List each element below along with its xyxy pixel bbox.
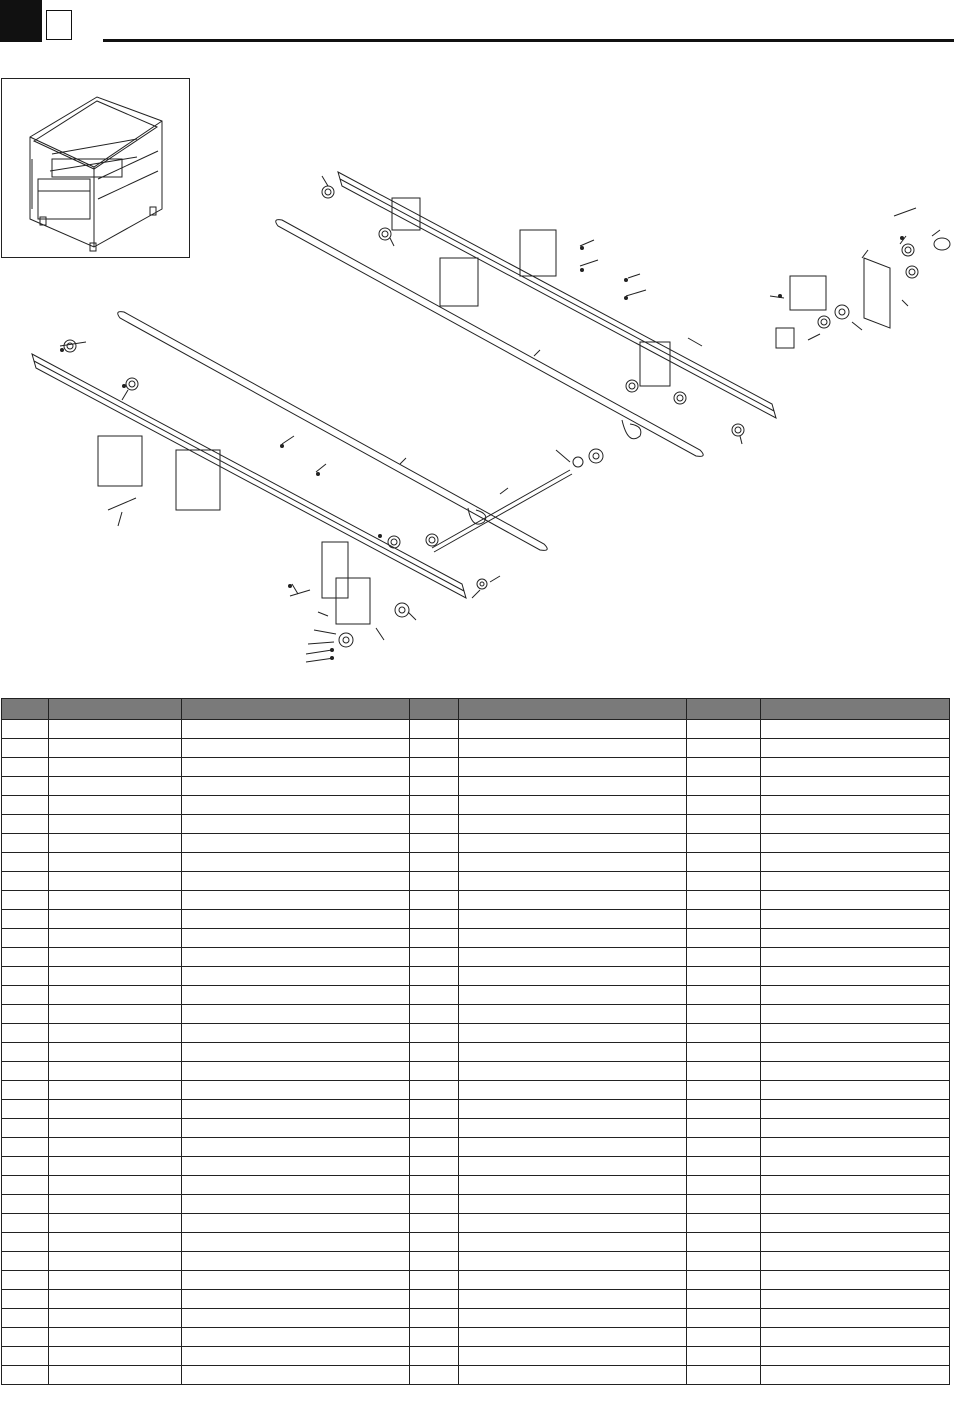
table-cell: [182, 948, 410, 967]
table-cell: [2, 1138, 49, 1157]
table-cell: [459, 1138, 687, 1157]
table-cell: [182, 1043, 410, 1062]
table-cell: [2, 986, 49, 1005]
table-cell: [49, 739, 182, 758]
table-cell: [49, 1347, 182, 1366]
table-cell: [761, 853, 950, 872]
table-cell: [761, 758, 950, 777]
table-cell: [2, 1366, 49, 1385]
table-row: [2, 1366, 950, 1385]
table-cell: [410, 1347, 459, 1366]
table-cell: [459, 1062, 687, 1081]
table-cell: [182, 1214, 410, 1233]
header-rule: [103, 39, 954, 42]
table-cell: [49, 1119, 182, 1138]
table-cell: [2, 1195, 49, 1214]
table-cell: [761, 1252, 950, 1271]
table-cell: [49, 891, 182, 910]
table-cell: [2, 815, 49, 834]
table-cell: [687, 1043, 761, 1062]
table-cell: [49, 1024, 182, 1043]
table-cell: [761, 1233, 950, 1252]
table-cell: [459, 1366, 687, 1385]
table-cell: [410, 720, 459, 739]
table-row: [2, 1119, 950, 1138]
table-cell: [49, 853, 182, 872]
table-cell: [761, 1214, 950, 1233]
table-cell: [410, 1119, 459, 1138]
table-cell: [49, 1252, 182, 1271]
table-cell: [49, 777, 182, 796]
table-cell: [459, 948, 687, 967]
table-cell: [761, 1081, 950, 1100]
table-cell: [49, 720, 182, 739]
table-row: [2, 948, 950, 967]
table-cell: [410, 739, 459, 758]
table-cell: [2, 777, 49, 796]
table-row: [2, 929, 950, 948]
table-cell: [687, 1157, 761, 1176]
table-cell: [410, 1290, 459, 1309]
table-cell: [49, 986, 182, 1005]
table-cell: [49, 834, 182, 853]
table-cell: [459, 872, 687, 891]
table-row: [2, 1005, 950, 1024]
table-cell: [49, 815, 182, 834]
table-cell: [182, 1309, 410, 1328]
table-cell: [761, 1328, 950, 1347]
table-cell: [182, 1195, 410, 1214]
table-cell: [761, 815, 950, 834]
table-cell: [49, 1081, 182, 1100]
table-cell: [49, 1138, 182, 1157]
table-cell: [49, 1214, 182, 1233]
table-cell: [687, 1309, 761, 1328]
table-cell: [459, 796, 687, 815]
table-cell: [182, 777, 410, 796]
table-cell: [410, 853, 459, 872]
table-cell: [761, 1195, 950, 1214]
table-cell: [687, 777, 761, 796]
table-cell: [49, 1176, 182, 1195]
table-row: [2, 1062, 950, 1081]
table-cell: [687, 910, 761, 929]
table-cell: [2, 720, 49, 739]
table-cell: [2, 1081, 49, 1100]
table-cell: [410, 1252, 459, 1271]
table-row: [2, 739, 950, 758]
table-cell: [761, 1100, 950, 1119]
table-cell: [182, 1347, 410, 1366]
table-cell: [459, 1176, 687, 1195]
table-cell: [410, 1081, 459, 1100]
table-cell: [2, 948, 49, 967]
table-row: [2, 1271, 950, 1290]
table-cell: [761, 1043, 950, 1062]
table-cell: [410, 929, 459, 948]
table-cell: [687, 1233, 761, 1252]
table-cell: [459, 1309, 687, 1328]
table-cell: [410, 1195, 459, 1214]
table-cell: [182, 1062, 410, 1081]
table-row: [2, 834, 950, 853]
exploded-parts-diagram-icon: [0, 150, 954, 670]
table-cell: [182, 1024, 410, 1043]
table-cell: [49, 1100, 182, 1119]
table-row: [2, 910, 950, 929]
table-cell: [410, 1024, 459, 1043]
table-cell: [687, 1005, 761, 1024]
table-row: [2, 758, 950, 777]
column-header: [761, 699, 950, 720]
table-cell: [2, 758, 49, 777]
table-cell: [687, 1024, 761, 1043]
section-marker-block: [0, 0, 42, 42]
table-cell: [49, 948, 182, 967]
table-cell: [182, 1176, 410, 1195]
table-cell: [761, 834, 950, 853]
table-cell: [761, 1119, 950, 1138]
table-cell: [761, 1157, 950, 1176]
table-cell: [687, 1252, 761, 1271]
table-row: [2, 1214, 950, 1233]
table-row: [2, 986, 950, 1005]
parts-table: [1, 698, 950, 1385]
table-cell: [2, 1100, 49, 1119]
table-cell: [459, 853, 687, 872]
table-cell: [761, 739, 950, 758]
table-cell: [687, 1119, 761, 1138]
table-cell: [687, 1100, 761, 1119]
table-cell: [459, 758, 687, 777]
table-cell: [49, 758, 182, 777]
table-row: [2, 891, 950, 910]
table-cell: [459, 986, 687, 1005]
table-cell: [182, 986, 410, 1005]
table-cell: [459, 1233, 687, 1252]
table-cell: [410, 1309, 459, 1328]
table-cell: [2, 1024, 49, 1043]
table-cell: [410, 1233, 459, 1252]
table-cell: [49, 1062, 182, 1081]
table-row: [2, 1043, 950, 1062]
table-cell: [410, 1214, 459, 1233]
table-cell: [410, 1176, 459, 1195]
table-cell: [761, 1062, 950, 1081]
table-cell: [2, 1119, 49, 1138]
table-cell: [182, 1366, 410, 1385]
table-cell: [182, 1290, 410, 1309]
exploded-parts-diagram: [0, 150, 954, 670]
table-cell: [182, 739, 410, 758]
table-cell: [459, 1157, 687, 1176]
table-cell: [459, 910, 687, 929]
table-cell: [459, 1214, 687, 1233]
table-cell: [2, 1233, 49, 1252]
table-cell: [459, 1290, 687, 1309]
column-header: [459, 699, 687, 720]
table-cell: [687, 1195, 761, 1214]
table-cell: [459, 1328, 687, 1347]
table-cell: [687, 948, 761, 967]
table-cell: [687, 1271, 761, 1290]
table-cell: [2, 1271, 49, 1290]
table-cell: [687, 1214, 761, 1233]
table-cell: [410, 1138, 459, 1157]
table-cell: [2, 1176, 49, 1195]
table-cell: [761, 910, 950, 929]
table-cell: [761, 929, 950, 948]
table-row: [2, 1176, 950, 1195]
table-cell: [410, 815, 459, 834]
table-cell: [410, 986, 459, 1005]
table-cell: [687, 1328, 761, 1347]
parts-table-header: [2, 699, 950, 720]
table-cell: [410, 1062, 459, 1081]
table-cell: [459, 720, 687, 739]
table-cell: [49, 1157, 182, 1176]
table-cell: [459, 815, 687, 834]
table-cell: [182, 891, 410, 910]
table-cell: [761, 1176, 950, 1195]
column-header: [182, 699, 410, 720]
table-cell: [687, 815, 761, 834]
table-cell: [49, 910, 182, 929]
table-cell: [2, 1309, 49, 1328]
table-cell: [459, 1271, 687, 1290]
table-row: [2, 796, 950, 815]
table-cell: [2, 739, 49, 758]
table-cell: [49, 872, 182, 891]
column-header: [2, 699, 49, 720]
table-cell: [182, 1157, 410, 1176]
table-row: [2, 815, 950, 834]
table-cell: [687, 967, 761, 986]
table-row: [2, 1100, 950, 1119]
table-cell: [2, 1328, 49, 1347]
table-cell: [761, 1271, 950, 1290]
table-cell: [687, 986, 761, 1005]
table-cell: [410, 1005, 459, 1024]
table-cell: [410, 872, 459, 891]
table-cell: [459, 1100, 687, 1119]
table-cell: [2, 1290, 49, 1309]
table-cell: [410, 834, 459, 853]
table-cell: [687, 739, 761, 758]
table-cell: [182, 1271, 410, 1290]
table-row: [2, 1328, 950, 1347]
table-cell: [182, 758, 410, 777]
table-cell: [182, 1138, 410, 1157]
table-cell: [410, 967, 459, 986]
table-row: [2, 1309, 950, 1328]
table-cell: [182, 910, 410, 929]
table-cell: [761, 967, 950, 986]
table-cell: [459, 739, 687, 758]
table-row: [2, 1138, 950, 1157]
table-cell: [410, 1271, 459, 1290]
table-cell: [459, 1005, 687, 1024]
table-cell: [459, 834, 687, 853]
table-cell: [761, 1138, 950, 1157]
table-cell: [459, 1024, 687, 1043]
table-row: [2, 853, 950, 872]
table-cell: [2, 1252, 49, 1271]
section-number-box: [46, 10, 72, 40]
table-cell: [2, 796, 49, 815]
table-cell: [687, 1138, 761, 1157]
table-cell: [2, 910, 49, 929]
table-cell: [459, 1043, 687, 1062]
table-cell: [687, 929, 761, 948]
table-cell: [2, 1157, 49, 1176]
table-cell: [410, 1157, 459, 1176]
table-cell: [687, 891, 761, 910]
table-cell: [459, 777, 687, 796]
table-cell: [410, 1328, 459, 1347]
table-cell: [2, 1214, 49, 1233]
table-cell: [49, 1233, 182, 1252]
table-row: [2, 1347, 950, 1366]
table-row: [2, 1024, 950, 1043]
table-row: [2, 1290, 950, 1309]
table-cell: [459, 1252, 687, 1271]
table-cell: [459, 929, 687, 948]
table-cell: [761, 796, 950, 815]
table-row: [2, 967, 950, 986]
table-cell: [459, 1119, 687, 1138]
table-row: [2, 1233, 950, 1252]
table-cell: [182, 929, 410, 948]
table-cell: [182, 1119, 410, 1138]
table-cell: [182, 872, 410, 891]
table-cell: [687, 853, 761, 872]
table-cell: [687, 1081, 761, 1100]
table-cell: [410, 1100, 459, 1119]
table-cell: [410, 796, 459, 815]
table-cell: [2, 1043, 49, 1062]
table-cell: [49, 1328, 182, 1347]
table-cell: [459, 891, 687, 910]
table-cell: [182, 1328, 410, 1347]
table-cell: [761, 720, 950, 739]
table-cell: [49, 1043, 182, 1062]
table-cell: [459, 967, 687, 986]
table-row: [2, 720, 950, 739]
table-cell: [687, 1176, 761, 1195]
table-cell: [687, 1062, 761, 1081]
table-row: [2, 1252, 950, 1271]
table-cell: [182, 720, 410, 739]
table-cell: [2, 872, 49, 891]
table-cell: [2, 967, 49, 986]
table-cell: [49, 796, 182, 815]
table-cell: [49, 1271, 182, 1290]
table-cell: [182, 853, 410, 872]
table-cell: [410, 1043, 459, 1062]
table-cell: [761, 1290, 950, 1309]
table-cell: [459, 1347, 687, 1366]
table-cell: [49, 1195, 182, 1214]
table-row: [2, 872, 950, 891]
table-cell: [49, 967, 182, 986]
table-cell: [2, 1347, 49, 1366]
table-cell: [687, 720, 761, 739]
table-cell: [410, 758, 459, 777]
table-row: [2, 1081, 950, 1100]
table-cell: [761, 1005, 950, 1024]
table-cell: [687, 1347, 761, 1366]
table-cell: [2, 834, 49, 853]
table-cell: [761, 777, 950, 796]
table-row: [2, 1195, 950, 1214]
table-cell: [182, 834, 410, 853]
table-cell: [49, 1005, 182, 1024]
table-cell: [459, 1195, 687, 1214]
table-row: [2, 777, 950, 796]
table-cell: [687, 758, 761, 777]
table-cell: [2, 1005, 49, 1024]
column-header: [49, 699, 182, 720]
table-cell: [410, 1366, 459, 1385]
table-cell: [2, 891, 49, 910]
table-cell: [687, 834, 761, 853]
table-cell: [761, 891, 950, 910]
table-cell: [761, 948, 950, 967]
table-cell: [761, 986, 950, 1005]
table-cell: [2, 1062, 49, 1081]
column-header: [687, 699, 761, 720]
table-cell: [410, 891, 459, 910]
table-cell: [182, 1081, 410, 1100]
table-cell: [49, 1290, 182, 1309]
table-cell: [182, 796, 410, 815]
table-cell: [49, 1309, 182, 1328]
table-cell: [410, 910, 459, 929]
table-cell: [687, 796, 761, 815]
table-cell: [410, 777, 459, 796]
table-cell: [182, 967, 410, 986]
table-cell: [2, 929, 49, 948]
table-cell: [182, 1233, 410, 1252]
table-row: [2, 1157, 950, 1176]
table-cell: [761, 1347, 950, 1366]
column-header: [410, 699, 459, 720]
table-cell: [761, 1366, 950, 1385]
table-cell: [410, 948, 459, 967]
table-cell: [687, 1290, 761, 1309]
table-cell: [2, 853, 49, 872]
table-cell: [761, 872, 950, 891]
table-cell: [761, 1309, 950, 1328]
table-cell: [49, 929, 182, 948]
table-cell: [182, 1100, 410, 1119]
table-cell: [459, 1081, 687, 1100]
table-cell: [49, 1366, 182, 1385]
table-cell: [687, 1366, 761, 1385]
table-cell: [182, 1005, 410, 1024]
table-cell: [761, 1024, 950, 1043]
table-cell: [182, 815, 410, 834]
table-cell: [182, 1252, 410, 1271]
table-cell: [687, 872, 761, 891]
